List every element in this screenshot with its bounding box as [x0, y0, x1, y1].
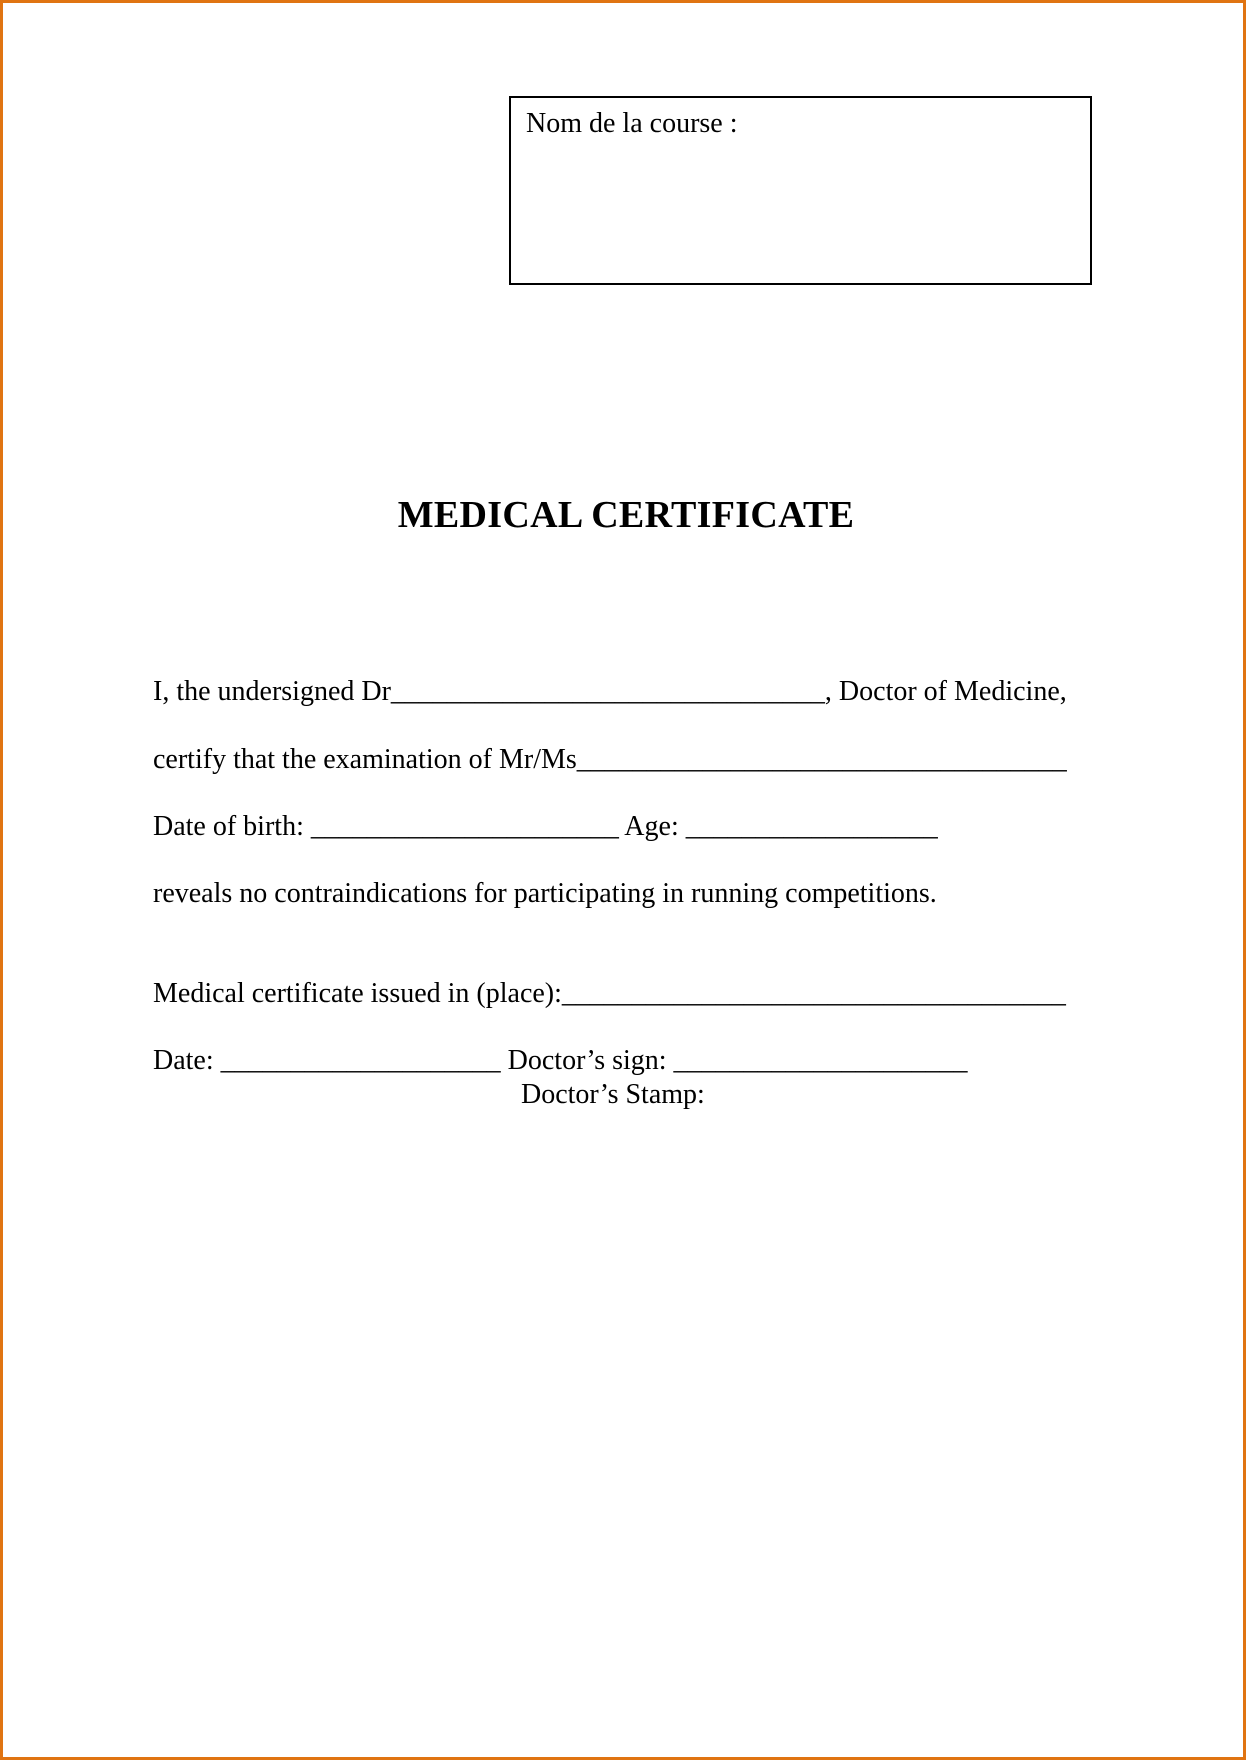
document-title: MEDICAL CERTIFICATE — [397, 494, 855, 536]
race-name-label: Nom de la course : — [526, 108, 738, 139]
statement-line: reveals no contraindications for participating in running competitions. — [153, 878, 937, 909]
patient-name-line: certify that the examination of Mr/Ms___________________________________ — [153, 744, 1067, 775]
race-name-box — [509, 96, 1092, 285]
birth-age-line: Date of birth: ______________________ Age: __________________ — [153, 811, 938, 842]
place-line: Medical certificate issued in (place):____________________________________ — [153, 978, 1066, 1009]
date-sign-line: Date: ____________________ Doctor’s sign: _____________________ — [153, 1045, 968, 1076]
doctor-stamp-label: Doctor’s Stamp: — [521, 1079, 705, 1110]
doctor-name-line: I, the undersigned Dr_______________________________, Doctor of Medicine, — [153, 676, 1067, 707]
